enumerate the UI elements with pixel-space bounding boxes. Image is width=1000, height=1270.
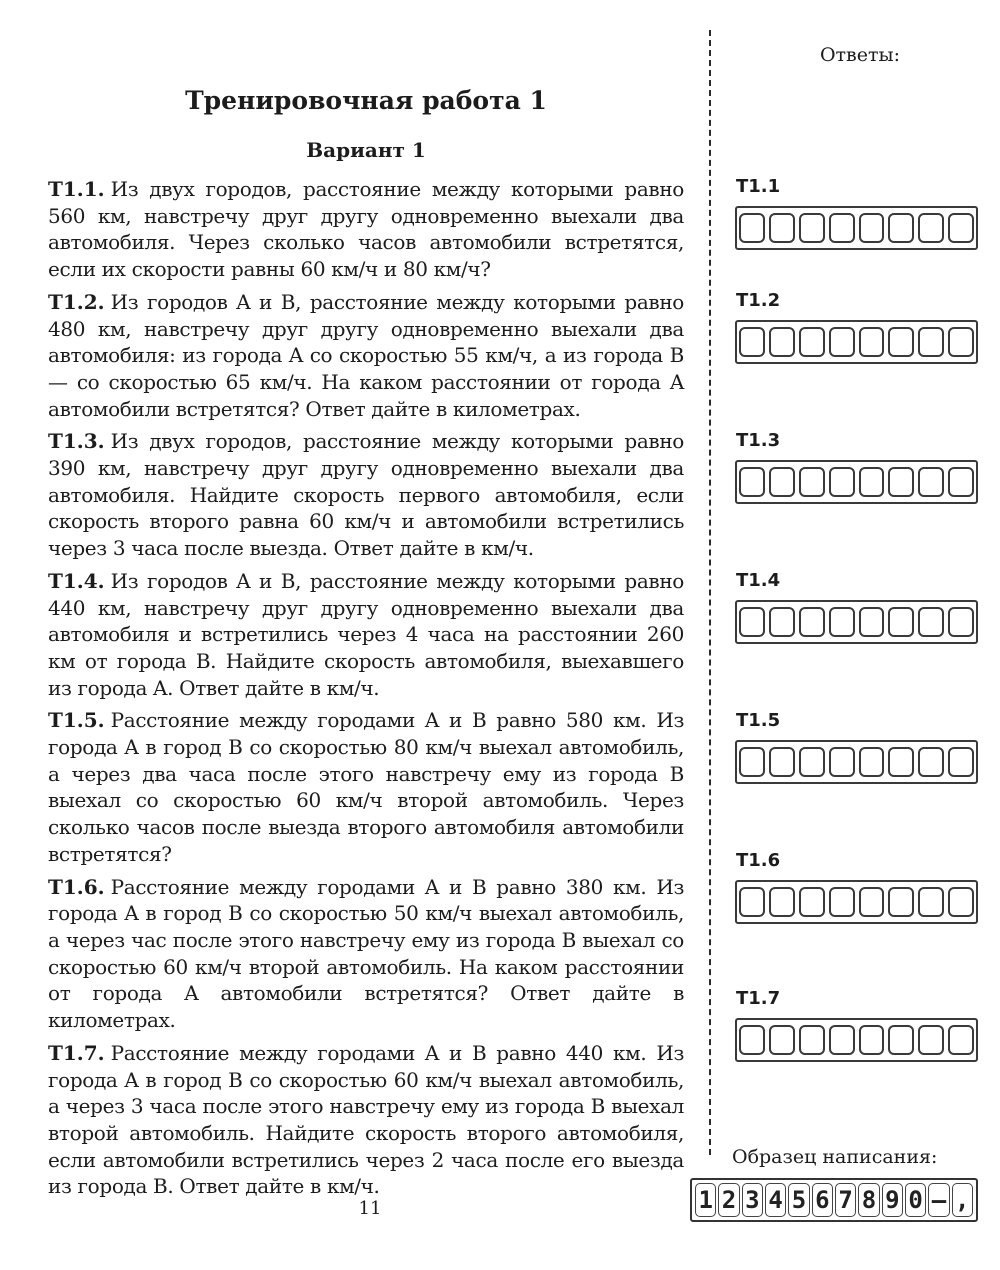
answer-cell[interactable]: [799, 327, 825, 357]
answer-cell[interactable]: [799, 747, 825, 777]
answer-field-t1-6[interactable]: [735, 880, 978, 924]
answer-cell[interactable]: [769, 747, 795, 777]
problem-number: T1.1.: [48, 177, 105, 201]
problem-t1-6: [48, 874, 684, 1034]
problem-text: Расстояние между городами A и B равно 440 км. Из города A в город B со скоростью 60 км/ч выехал автомобиль, а через 3 часа после этого навстречу ему из города B выехал второй автомобиль. Найдите скорость второго автомобиля, если автомобили встретились через 2 часа после его выезда из города B. Ответ дайте в км/ч.: [48, 1040, 684, 1199]
problem-number: T1.7.: [48, 1040, 105, 1065]
answer-label-t1-1: T1.1: [736, 176, 781, 197]
sample-digit: 8: [858, 1183, 879, 1217]
answer-cell[interactable]: [888, 887, 914, 917]
problem-text: Из городов A и B, расстояние между которыми равно 440 км, навстречу друг другу одновременно выехали два автомобиля и встретились через 4 часа на расстоянии 260 км от города B. Найдите скорость автомобиля, выехавшего из города A. Ответ дайте в км/ч.: [48, 568, 684, 700]
answer-cell[interactable]: [948, 887, 974, 917]
answer-cell[interactable]: [739, 213, 765, 243]
cut-line-divider: [709, 30, 711, 1155]
answer-field-t1-5[interactable]: [735, 740, 978, 784]
answer-label-t1-7: T1.7: [736, 988, 781, 1009]
answer-field-t1-7[interactable]: [735, 1018, 978, 1062]
answer-label-t1-2: T1.2: [736, 290, 781, 311]
answer-cell[interactable]: [799, 1025, 825, 1055]
sample-digit: 9: [882, 1183, 903, 1217]
answer-cell[interactable]: [918, 327, 944, 357]
answer-cell[interactable]: [769, 1025, 795, 1055]
answer-cell[interactable]: [948, 1025, 974, 1055]
sample-digit: 7: [835, 1183, 856, 1217]
answer-cell[interactable]: [799, 467, 825, 497]
sample-digit: 0: [905, 1183, 926, 1217]
problem-text: Из городов A и B, расстояние между которыми равно 480 км, навстречу друг другу одновременно выехали два автомобиля: из города A со скоростью 55 км/ч, а из города B — со скоростью 65 км/ч. На каком расстоянии от города A автомобили встретятся? Ответ дайте в километрах.: [48, 289, 684, 421]
answer-field-t1-1[interactable]: [735, 206, 978, 250]
answer-label-t1-5: T1.5: [736, 710, 781, 731]
answer-cell[interactable]: [739, 747, 765, 777]
answer-cell[interactable]: [829, 213, 855, 243]
answer-cell[interactable]: [739, 327, 765, 357]
sample-digit: –: [928, 1183, 949, 1217]
sample-digit: ,: [952, 1183, 973, 1217]
answer-cell[interactable]: [829, 747, 855, 777]
problem-t1-3: [48, 428, 684, 562]
answer-cell[interactable]: [769, 467, 795, 497]
answer-cell[interactable]: [829, 607, 855, 637]
answers-heading: Ответы:: [819, 44, 901, 66]
answer-cell[interactable]: [769, 213, 795, 243]
problem-text: Из двух городов, расстояние между которыми равно 390 км, навстречу друг другу одновременно выехали два автомобиля. Найдите скорость первого автомобиля, если скорость второго равна 60 км/ч и автомобили встретились через 3 часа после выезда. Ответ дайте в км/ч.: [48, 429, 684, 561]
answer-cell[interactable]: [888, 607, 914, 637]
answer-cell[interactable]: [948, 213, 974, 243]
answer-cell[interactable]: [918, 467, 944, 497]
answer-cell[interactable]: [859, 213, 885, 243]
problem-number: T1.6.: [48, 874, 105, 899]
answer-cell[interactable]: [829, 467, 855, 497]
answer-cell[interactable]: [918, 213, 944, 243]
sample-digit: 2: [718, 1183, 739, 1217]
problem-t1-5: [48, 707, 684, 867]
answer-cell[interactable]: [948, 327, 974, 357]
answer-cell[interactable]: [829, 327, 855, 357]
problem-number: T1.4.: [48, 568, 105, 593]
answer-cell[interactable]: [888, 747, 914, 777]
variant-heading: Вариант 1: [306, 138, 426, 162]
answer-cell[interactable]: [859, 887, 885, 917]
sample-digit: 3: [742, 1183, 763, 1217]
problem-text: Из двух городов, расстояние между которыми равно 560 км, навстречу друг другу одновременно выехали два автомобиля. Через сколько часов автомобили встретятся, если их скорости равны 60 км/ч и 80 км/ч?: [48, 177, 684, 282]
answer-cell[interactable]: [769, 327, 795, 357]
answer-cell[interactable]: [918, 747, 944, 777]
answer-cell[interactable]: [918, 607, 944, 637]
answer-cell[interactable]: [888, 213, 914, 243]
answer-label-t1-6: T1.6: [736, 850, 781, 871]
answer-cell[interactable]: [888, 1025, 914, 1055]
sample-digit: 5: [788, 1183, 809, 1217]
answer-field-t1-4[interactable]: [735, 600, 978, 644]
answer-cell[interactable]: [948, 467, 974, 497]
answer-cell[interactable]: [739, 1025, 765, 1055]
problem-t1-2: [48, 289, 684, 423]
problem-text: Расстояние между городами A и B равно 380 км. Из города A в город B со скоростью 50 км/ч выехал автомобиль, а через час после этого навстречу ему из города B выехал со скоростью 60 км/ч второй автомобиль. На каком расстоянии от города A автомобили встретятся? Ответ дайте в километрах.: [48, 874, 684, 1033]
answer-cell[interactable]: [859, 1025, 885, 1055]
answer-label-t1-3: T1.3: [736, 430, 781, 451]
writing-sample-label: Образец написания:: [732, 1146, 938, 1168]
answer-cell[interactable]: [859, 467, 885, 497]
answer-cell[interactable]: [769, 607, 795, 637]
problem-t1-1: [48, 176, 684, 283]
answer-cell[interactable]: [918, 1025, 944, 1055]
answer-field-t1-3[interactable]: [735, 460, 978, 504]
answer-cell[interactable]: [799, 887, 825, 917]
answer-cell[interactable]: [769, 887, 795, 917]
page-title: Тренировочная работа 1: [185, 86, 547, 115]
answer-cell[interactable]: [739, 887, 765, 917]
problem-text: Расстояние между городами A и B равно 580 км. Из города A в город B со скоростью 80 км/ч выехал автомобиль, а через два часа после этого навстречу ему из города B выехал со скоростью 60 км/ч второй автомобиль. Через сколько часов после выезда второго автомобиля автомобили встретятся?: [48, 708, 684, 866]
answer-field-t1-2[interactable]: [735, 320, 978, 364]
problem-number: T1.2.: [48, 289, 105, 314]
problem-t1-7: [48, 1040, 684, 1200]
answer-cell[interactable]: [799, 607, 825, 637]
problem-number: T1.5.: [48, 708, 105, 733]
sample-digit: 4: [765, 1183, 786, 1217]
problem-t1-4: [48, 568, 684, 702]
writing-sample-box: [690, 1178, 978, 1222]
answer-cell[interactable]: [859, 607, 885, 637]
answer-label-t1-4: T1.4: [736, 570, 781, 591]
answer-cell[interactable]: [948, 747, 974, 777]
problem-number: T1.3.: [48, 429, 105, 454]
answer-cell[interactable]: [829, 887, 855, 917]
page-number: 11: [358, 1198, 382, 1219]
answer-cell[interactable]: [829, 1025, 855, 1055]
answer-cell[interactable]: [888, 467, 914, 497]
answer-cell[interactable]: [739, 607, 765, 637]
answer-cell[interactable]: [859, 747, 885, 777]
problem-list: [48, 176, 684, 1206]
sample-digit: 1: [695, 1183, 716, 1217]
answer-cell[interactable]: [739, 467, 765, 497]
sample-digit: 6: [812, 1183, 833, 1217]
answer-cell[interactable]: [918, 887, 944, 917]
answer-cell[interactable]: [948, 607, 974, 637]
answer-cell[interactable]: [888, 327, 914, 357]
answer-cell[interactable]: [859, 327, 885, 357]
answer-cell[interactable]: [799, 213, 825, 243]
